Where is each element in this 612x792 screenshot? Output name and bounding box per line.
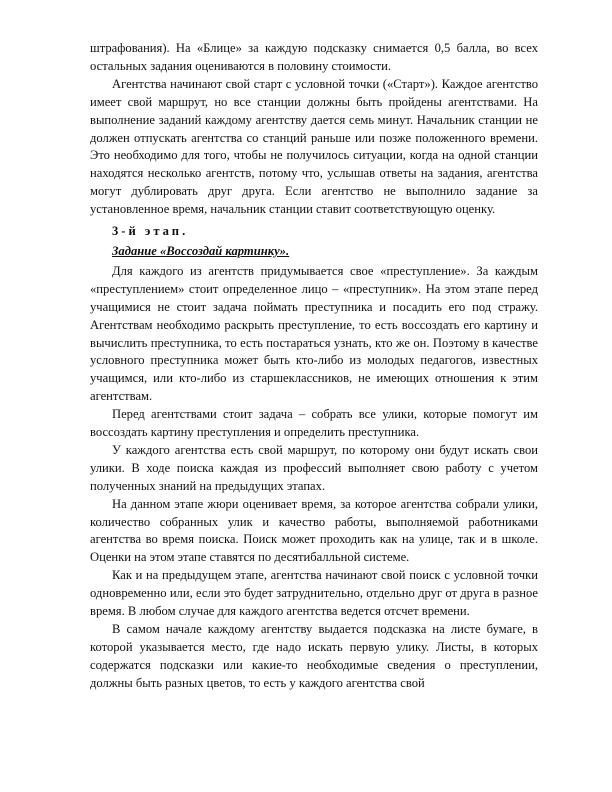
paragraph-continuation: штрафования). На «Блице» за каждую подсказку снимается 0,5 балла, во всех остальных задания оцениваются в половину стоимости. (90, 41, 538, 73)
stage-heading: 3-й этап. (112, 224, 189, 239)
paragraph-start-point: Как и на предыдущем этапе, агентства начинают свой поиск с условной точки одновременно или, если это будет затруднительно, отдельно друг от друга в разное время. В любом случае для каждого агентства ведется отсчет времени. (90, 568, 538, 619)
paragraph-jury-evaluation: На данном этапе жюри оценивает время, за которое агентства собрали улики, количество собранных улик и качество работы, выполняемой работниками агентства во время поиска. Поиск может проходить как на улице, так и в школе. Оценки на этом этапе ставятся по десятибалльной системе. (90, 496, 538, 565)
paragraph-agency-start: Агентства начинают свой старт с условной точки («Старт»). Каждое агентство имеет свой маршрут, но все станции должны быть пройдены агентствами. На выполнение заданий каждому агентству дается семь минут. Начальник станции не должен отпускать агентства со станций раньше или позже положенного времени. Это необходимо для того, чтобы не получилось ситуации, когда на одной станции находятся несколько агентств, потому что, услышав ответы на задания, агентства могут дублировать друг друга. Если агентство не выполнило задание за установленное время, начальник станции ставит соответствующую оценку. (90, 76, 538, 217)
paragraph-collect-evidence: Перед агентствами стоит задача – собрать все улики, которые помогут им воссоздать картину преступления и определить преступника. (90, 407, 538, 440)
paragraph-crime-description: Для каждого из агентств придумывается свое «преступление». За каждым «преступлением» стоит определенное лицо – «преступник». На этом этапе перед учащимися не стоит задача поймать преступника и посадить его под стражу. Агентствам необходимо раскрыть преступление, то есть воссоздать его картину и вычислить преступника, то есть постараться узнать, кто же он. Поэтому в качестве условного преступника может быть кто-либо из молодых педагогов, известных учащимся, или кто-либо из старшеклассников, не имеющих отношения к этим агентствам. (90, 263, 538, 404)
paragraph-hint-sheet: В самом начале каждому агентству выдается подсказка на листе бумаге, в которой указывается место, где надо искать первую улику. Листы, в которых содержатся подсказки или какие-то необходимые сведения о преступлении, должны быть разных цветов, то есть у каждого агентства свой (90, 622, 538, 690)
task-heading: Задание «Воссоздай картинку». (112, 243, 290, 258)
paragraph-route: У каждого агентства есть свой маршрут, по которому они будут искать свои улики. В ходе поиска каждая из профессий выполняет свою работу с учетом полученных знаний на предыдущих этапах. (90, 442, 538, 493)
document-page (90, 40, 538, 693)
